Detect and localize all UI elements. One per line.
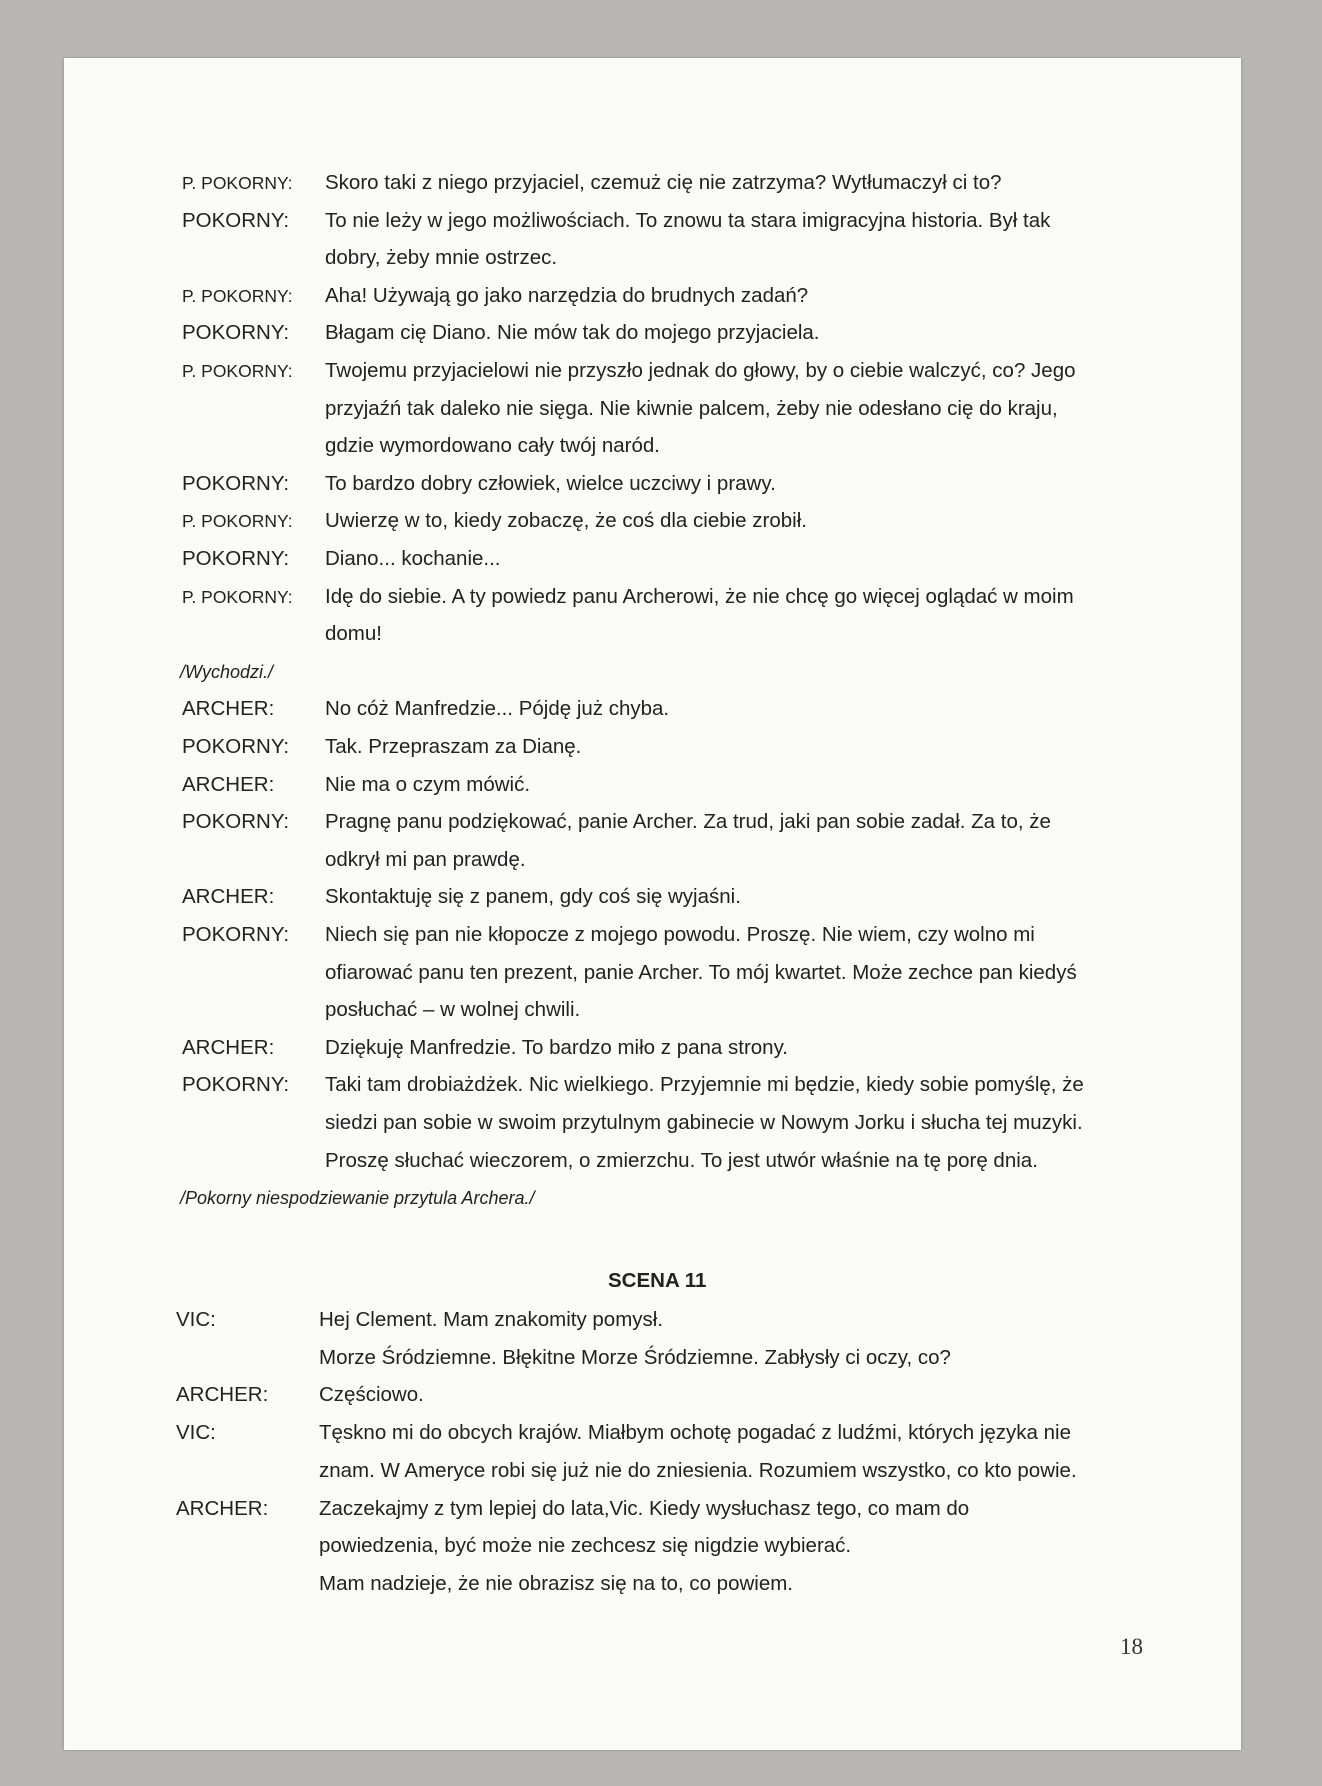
- dialogue-line: Twojemu przyjacielowi nie przyszło jednak do głowy, by o ciebie walczyć, co? Jego: [325, 359, 1076, 382]
- speaker-name: P. POKORNY:: [182, 361, 293, 381]
- dialogue-line: Tak. Przepraszam za Dianę.: [325, 735, 582, 758]
- dialogue-line: Morze Śródziemne. Błękitne Morze Śródziemne. Zabłysły ci oczy, co?: [319, 1345, 951, 1369]
- speaker-name: VIC:: [176, 1308, 216, 1331]
- dialogue-line: Częściowo.: [319, 1383, 424, 1407]
- dialogue-line: dobry, żeby mnie ostrzec.: [325, 246, 558, 270]
- dialogue-line: Idę do siebie. A ty powiedz panu Archerowi, że nie chcę go więcej oglądać w moim: [325, 584, 1074, 608]
- speaker-name: ARCHER:: [182, 697, 275, 721]
- document-page: [64, 58, 1241, 1750]
- dialogue-line: Proszę słuchać wieczorem, o zmierzchu. To jest utwór właśnie na tę porę dnia.: [325, 1148, 1038, 1172]
- dialogue-line: gdzie wymordowano cały twój naród.: [325, 434, 660, 458]
- speaker-name: POKORNY:: [182, 208, 290, 232]
- dialogue-line: przyjaźń tak daleko nie sięga. Nie kiwnie palcem, żeby nie odesłano cię do kraju,: [325, 396, 1058, 420]
- dialogue-line: No cóż Manfredzie... Pójdę już chyba.: [325, 697, 670, 721]
- dialogue-line: Aha! Używają go jako narzędzia do brudnych zadań?: [325, 283, 809, 307]
- dialogue-line: Skontaktuję się z panem, gdy coś się wyjaśni.: [325, 885, 741, 909]
- dialogue-line: posłuchać – w wolnej chwili.: [325, 998, 581, 1022]
- dialogue-line: Skoro taki z niego przyjaciel, czemuż cię nie zatrzyma? Wytłumaczył ci to?: [325, 171, 1002, 194]
- dialogue-line: Nie ma o czym mówić.: [325, 772, 531, 796]
- stage-direction: /Wychodzi./: [180, 661, 274, 682]
- speaker-name: POKORNY:: [182, 735, 290, 758]
- speaker-name: P. POKORNY:: [182, 586, 293, 607]
- dialogue-line: siedzi pan sobie w swoim przytulnym gabinecie w Nowym Jorku i słucha tej muzyki.: [325, 1111, 1083, 1134]
- dialogue-line: Pragnę panu podziękować, panie Archer. Za trud, jaki pan sobie zadał. Za to, że: [325, 810, 1051, 834]
- speaker-name: POKORNY:: [182, 321, 290, 345]
- dialogue-line: To nie leży w jego możliwościach. To znowu ta stara imigracyjna historia. Był tak: [325, 208, 1051, 232]
- speaker-name: ARCHER:: [182, 1035, 275, 1059]
- dialogue-line: Zaczekajmy z tym lepiej do lata,Vic. Kiedy wysłuchasz tego, co mam do: [319, 1496, 970, 1520]
- speaker-name: POKORNY:: [182, 1073, 290, 1097]
- speaker-name: P. POKORNY:: [182, 285, 293, 306]
- speaker-name: POKORNY:: [182, 471, 290, 495]
- dialogue-line: Diano... kochanie...: [325, 547, 501, 570]
- dialogue-line: powiedzenia, być może nie zechcesz się nigdzie wybierać.: [319, 1534, 852, 1558]
- dialogue-line: Niech się pan nie kłopocze z mojego powodu. Proszę. Nie wiem, czy wolno mi: [325, 923, 1035, 946]
- speaker-name: VIC:: [176, 1421, 216, 1445]
- speaker-name: ARCHER:: [176, 1383, 269, 1407]
- dialogue-line: znam. W Ameryce robi się już nie do zniesienia. Rozumiem wszystko, co kto powie.: [319, 1458, 1077, 1482]
- dialogue-line: domu!: [325, 622, 382, 646]
- dialogue-line: Błagam cię Diano. Nie mów tak do mojego przyjaciela.: [325, 321, 820, 345]
- speaker-name: ARCHER:: [182, 772, 275, 796]
- speaker-name: ARCHER:: [182, 885, 275, 909]
- dialogue-line: Dziękuję Manfredzie. To bardzo miło z pana strony.: [325, 1035, 788, 1059]
- dialogue-line: To bardzo dobry człowiek, wielce uczciwy i prawy.: [325, 471, 776, 495]
- dialogue-line: Tęskno mi do obcych krajów. Miałbym ochotę pogadać z ludźmi, których języka nie: [319, 1421, 1072, 1445]
- dialogue-line: Taki tam drobiażdżek. Nic wielkiego. Przyjemnie mi będzie, kiedy sobie pomyślę, że: [325, 1073, 1084, 1097]
- scene-title: SCENA 11: [608, 1269, 707, 1292]
- speaker-name: POKORNY:: [182, 547, 290, 570]
- page-number: 18: [1120, 1634, 1143, 1659]
- speaker-name: P. POKORNY:: [182, 173, 293, 193]
- speaker-name: ARCHER:: [176, 1496, 269, 1520]
- speaker-name: POKORNY:: [182, 923, 290, 946]
- dialogue-line: ofiarować panu ten prezent, panie Archer. To mój kwartet. Może zechce pan kiedyś: [325, 960, 1077, 984]
- dialogue-line: Hej Clement. Mam znakomity pomysł.: [319, 1308, 664, 1331]
- dialogue-line: Uwierzę w to, kiedy zobaczę, że coś dla ciebie zrobił.: [325, 509, 807, 533]
- speaker-name: POKORNY:: [182, 810, 290, 834]
- stage-direction: /Pokorny niespodziewanie przytula Archera./: [180, 1188, 535, 1209]
- dialogue-line: odkrył mi pan prawdę.: [325, 847, 526, 871]
- speaker-name: P. POKORNY:: [182, 511, 293, 532]
- dialogue-line: Mam nadzieje, że nie obrazisz się na to, co powiem.: [319, 1571, 794, 1595]
